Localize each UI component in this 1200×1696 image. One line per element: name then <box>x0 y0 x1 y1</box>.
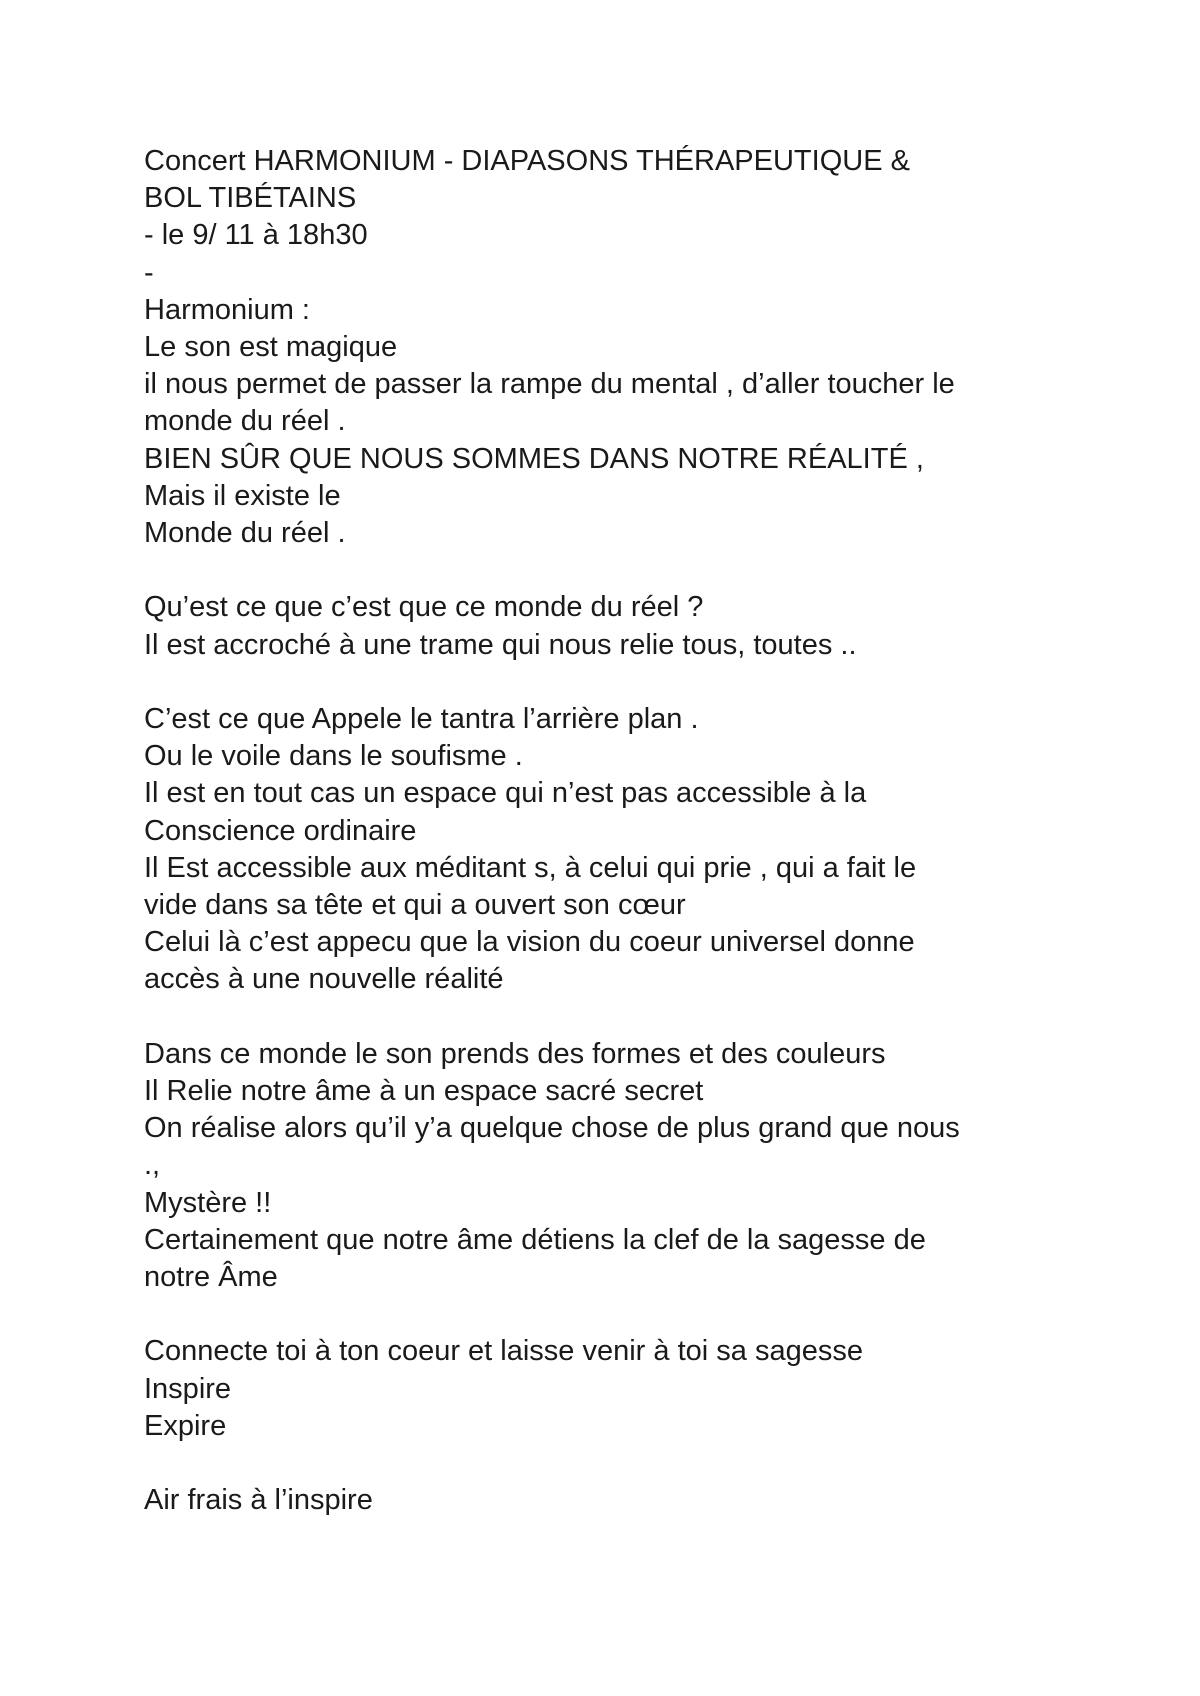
blank-line <box>144 664 1084 701</box>
text-line: Il Est accessible aux méditant s, à celui qui prie , qui a fait le <box>144 851 917 884</box>
text-line: Connecte toi à ton coeur et laisse venir à toi sa sagesse <box>144 1335 863 1368</box>
text-line: Celui là c’est appecu que la vision du coeur universel donne <box>144 926 915 959</box>
text-line: Ou le voile dans le soufisme . <box>144 740 523 773</box>
text-line: Dans ce monde le son prends des formes et des couleurs <box>144 1037 886 1070</box>
date-line: - le 9/ 11 à 18h30 <box>144 219 368 252</box>
document-body <box>144 143 1084 1519</box>
blank-line <box>144 1445 1084 1482</box>
section-heading: Harmonium : <box>144 293 310 326</box>
title-line-2: BOL TIBÉTAINS <box>144 182 357 215</box>
text-line: Expire <box>144 1409 227 1442</box>
text-line: Il est en tout cas un espace qui n’est pas accessible à la <box>144 777 867 810</box>
text-line: Qu’est ce que c’est que ce monde du réel ? <box>144 591 704 624</box>
text-line: notre Âme <box>144 1261 278 1294</box>
blank-line <box>144 999 1084 1036</box>
text-line: il nous permet de passer la rampe du mental , d’aller toucher le <box>144 368 955 401</box>
text-line: accès à une nouvelle réalité <box>144 963 504 996</box>
text-line: Certainement que notre âme détiens la clef de la sagesse de <box>144 1223 926 1256</box>
text-line: Mais il existe le <box>144 479 341 512</box>
text-line: BIEN SÛR QUE NOUS SOMMES DANS NOTRE RÉALITÉ , <box>144 442 924 475</box>
blank-line <box>144 1296 1084 1333</box>
text-line: vide dans sa tête et qui a ouvert son cœur <box>144 889 686 922</box>
text-line: Il Relie notre âme à un espace sacré secret <box>144 1075 704 1108</box>
text-line: Inspire <box>144 1372 232 1405</box>
text-line: C’est ce que Appele le tantra l’arrière plan . <box>144 703 699 736</box>
text-line: Air frais à l’inspire <box>144 1484 373 1517</box>
text-line: Mystère !! <box>144 1186 272 1219</box>
blank-line <box>144 552 1084 589</box>
title-line-1: Concert HARMONIUM - DIAPASONS THÉRAPEUTIQUE & <box>144 145 910 177</box>
dash-line: - <box>144 256 154 289</box>
text-line: On réalise alors qu’il y’a quelque chose de plus grand que nous <box>144 1112 960 1145</box>
text-line: Conscience ordinaire <box>144 814 417 847</box>
text-line: monde du réel . <box>144 405 346 438</box>
text-line: Le son est magique <box>144 331 398 364</box>
text-line: Il est accroché à une trame qui nous relie tous, toutes .. <box>144 628 857 661</box>
text-line: Monde du réel . <box>144 517 346 550</box>
text-line: ., <box>144 1149 161 1182</box>
